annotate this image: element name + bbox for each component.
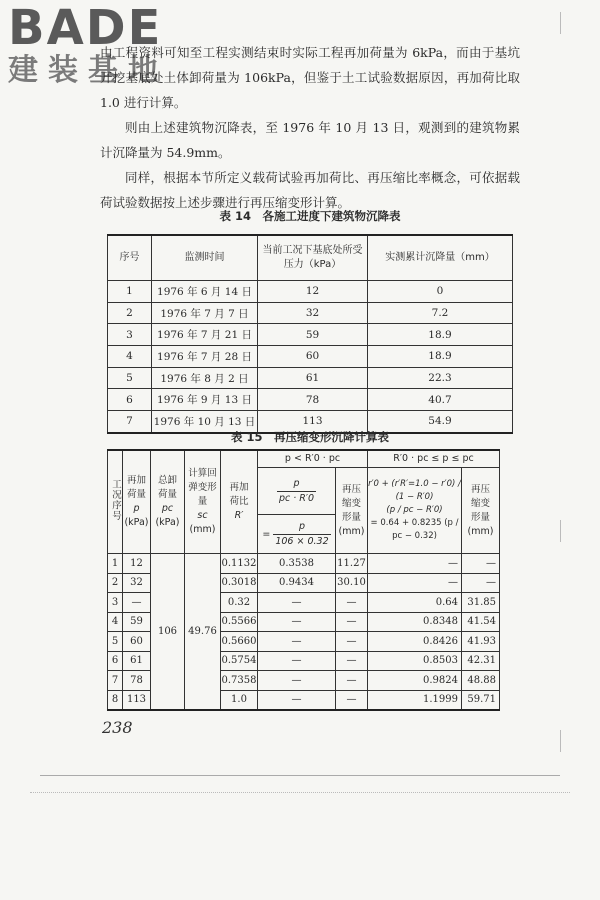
table15-cell: —	[336, 593, 368, 613]
table14-cell: 1976 年 6 月 14 日	[152, 281, 258, 303]
table14	[107, 234, 513, 434]
table15-cell: 2	[108, 573, 123, 593]
bottom-divider	[40, 775, 560, 776]
table14-cell: 2	[108, 302, 152, 324]
table15-g2-formula: r′0 + (r′R′=1.0 − r′0) / (1 − R′0) (p / pc − R′0) = 0.64 + 0.8235 (p / pc − 0.32)	[368, 468, 462, 554]
table14-cell: 32	[258, 302, 368, 324]
table15-cell: —	[368, 554, 462, 574]
table14-cell: 22.3	[368, 367, 513, 389]
table15-header-unload: 总卸 荷量 pc (kPa)	[151, 450, 185, 554]
table15-cell: —	[258, 671, 336, 691]
table15-cell: —	[258, 690, 336, 710]
table14-row	[108, 324, 513, 346]
table14-cell: 61	[258, 367, 368, 389]
table15-cell: 3	[108, 593, 123, 613]
table14-cell: 1976 年 7 月 21 日	[152, 324, 258, 346]
table15-cell: 6	[108, 651, 123, 671]
table15-cell: —	[258, 651, 336, 671]
table15-cell: 31.85	[462, 593, 500, 613]
table15-cell: —	[123, 593, 151, 613]
table15-cell: 0.32	[221, 593, 258, 613]
table15-cell: 8	[108, 690, 123, 710]
table15-header-rebound: 计算回 弹变形 量 sc (mm)	[185, 450, 221, 554]
table15-cell: 61	[123, 651, 151, 671]
table15-cell: —	[462, 573, 500, 593]
table14-cell: 1	[108, 281, 152, 303]
table14-cell: 0	[368, 281, 513, 303]
table15-unload-merged: 106	[151, 554, 185, 711]
table14-cell: 40.7	[368, 389, 513, 411]
table15-rebound-merged: 49.76	[185, 554, 221, 711]
table14-cell: 1976 年 7 月 7 日	[152, 302, 258, 324]
table15-g2-compression: 再压 缩变 形量 (mm)	[462, 468, 500, 554]
table15-cell: 1.0	[221, 690, 258, 710]
table15-row	[108, 554, 500, 574]
table14-cell: 18.9	[368, 346, 513, 368]
table15-cell: 41.54	[462, 612, 500, 632]
table14-cell: 7	[108, 411, 152, 433]
table14-header-cell: 序号	[108, 235, 152, 281]
table15-cell: 113	[123, 690, 151, 710]
table15-cell: 7	[108, 671, 123, 691]
table15-cell: 1	[108, 554, 123, 574]
table15-cell: 59.71	[462, 690, 500, 710]
table15-g1-compression: 再压 缩变 形量 (mm)	[336, 468, 368, 554]
table15-cell: 11.27	[336, 554, 368, 574]
table15-group2-title: R′0 · pc ≤ p ≤ pc	[368, 450, 500, 468]
body-text	[100, 40, 520, 215]
table15-cell: 4	[108, 612, 123, 632]
table15-cell: 0.7358	[221, 671, 258, 691]
table15-cell: 48.88	[462, 671, 500, 691]
table14-header-cell: 当前工况下基底处所受压力（kPa）	[258, 235, 368, 281]
table15-g1-ratio-formula-expanded: = $\frac{p}{106 \times 0.32}$	[258, 515, 336, 554]
table15-cell: 0.5754	[221, 651, 258, 671]
table15-header-load: 再加 荷量 p (kPa)	[123, 450, 151, 554]
table15-cell: 0.9434	[258, 573, 336, 593]
logo-subtitle: 建装基地	[8, 53, 168, 88]
table14-row	[108, 389, 513, 411]
table15-cell: —	[336, 690, 368, 710]
table14-row	[108, 281, 513, 303]
margin-mark	[560, 12, 561, 34]
table14-cell: 1976 年 9 月 13 日	[152, 389, 258, 411]
table14-cell: 59	[258, 324, 368, 346]
table14-cell: 54.9	[368, 411, 513, 433]
table15-caption: 表 15 再压缩变形沉降计算表	[230, 430, 389, 444]
paragraph-1: 由工程资料可知至工程实测结束时实际工程再加荷量为 6kPa，而由于基坑开挖基底处土体卸荷量为 106kPa，但鉴于土工试验数据原因，再加荷比取 1.0 进行计算。	[100, 45, 520, 110]
table14-header-row	[108, 235, 513, 281]
table14-caption: 表 14 各施工进度下建筑物沉降表	[219, 209, 401, 223]
table14-cell: 18.9	[368, 324, 513, 346]
table15-cell: —	[336, 632, 368, 652]
table15-cell: 42.31	[462, 651, 500, 671]
table14-cell: 78	[258, 389, 368, 411]
table14-cell: 1976 年 7 月 28 日	[152, 346, 258, 368]
paragraph-2: 则由上述建筑物沉降表，至 1976 年 10 月 13 日，观测到的建筑物累计沉降量为 54.9mm。	[100, 120, 520, 160]
table15	[107, 449, 500, 711]
table15-cell: 0.8503	[368, 651, 462, 671]
page-number: 238	[102, 718, 133, 737]
table15-cell: —	[258, 612, 336, 632]
table15-group1-title: p < R′0 · pc	[258, 450, 368, 468]
table15-cell: 60	[123, 632, 151, 652]
table14-cell: 113	[258, 411, 368, 433]
table14-header-cell: 实测累计沉降量（mm）	[368, 235, 513, 281]
margin-mark	[560, 520, 561, 542]
table15-cell: —	[258, 632, 336, 652]
table14-cell: 6	[108, 389, 152, 411]
table15-header-ratio: 再加 荷比 R′	[221, 450, 258, 554]
table15-cell: 32	[123, 573, 151, 593]
margin-mark	[560, 730, 561, 752]
table15-cell: 0.8426	[368, 632, 462, 652]
table15-cell: 59	[123, 612, 151, 632]
table15-cell: —	[462, 554, 500, 574]
table14-cell: 4	[108, 346, 152, 368]
table15-cell: 0.5566	[221, 612, 258, 632]
table14-cell: 1976 年 8 月 2 日	[152, 367, 258, 389]
table15-cell: 1.1999	[368, 690, 462, 710]
table15-cell: 0.5660	[221, 632, 258, 652]
table14-cell: 5	[108, 367, 152, 389]
table15-cell: 0.3018	[221, 573, 258, 593]
table15-cell: —	[336, 612, 368, 632]
paragraph-3: 同样，根据本节所定义载荷试验再加荷比、再压缩比率概念，可依据载荷试验数据按上述步骤进行再压缩变形计算。	[100, 170, 520, 210]
table15-cell: 12	[123, 554, 151, 574]
table15-cell: 0.9824	[368, 671, 462, 691]
table14-cell: 1976 年 10 月 13 日	[152, 411, 258, 433]
table14-row	[108, 346, 513, 368]
table14-row	[108, 302, 513, 324]
table15-cell: —	[336, 651, 368, 671]
table15-cell: 78	[123, 671, 151, 691]
table15-cell: 0.1132	[221, 554, 258, 574]
table15-g1-ratio-formula: $\frac{p}{pc \cdot R'0}$	[258, 468, 336, 515]
table15-cell: 0.8348	[368, 612, 462, 632]
table15-cell: 41.93	[462, 632, 500, 652]
logo-wordmark: BADE	[8, 0, 163, 56]
table14-cell: 3	[108, 324, 152, 346]
table15-cell: —	[368, 573, 462, 593]
table14-cell: 7.2	[368, 302, 513, 324]
table14-header-cell: 监测时间	[152, 235, 258, 281]
table15-cell: 30.10	[336, 573, 368, 593]
table15-cell: 5	[108, 632, 123, 652]
table15-cell: 0.64	[368, 593, 462, 613]
table15-cell: 0.3538	[258, 554, 336, 574]
table15-cell: —	[258, 593, 336, 613]
table15-header-case: 工况序号	[108, 450, 123, 554]
table14-row	[108, 367, 513, 389]
table15-cell: —	[336, 671, 368, 691]
table14-cell: 60	[258, 346, 368, 368]
table14-cell: 12	[258, 281, 368, 303]
bottom-divider-dotted	[30, 792, 570, 793]
